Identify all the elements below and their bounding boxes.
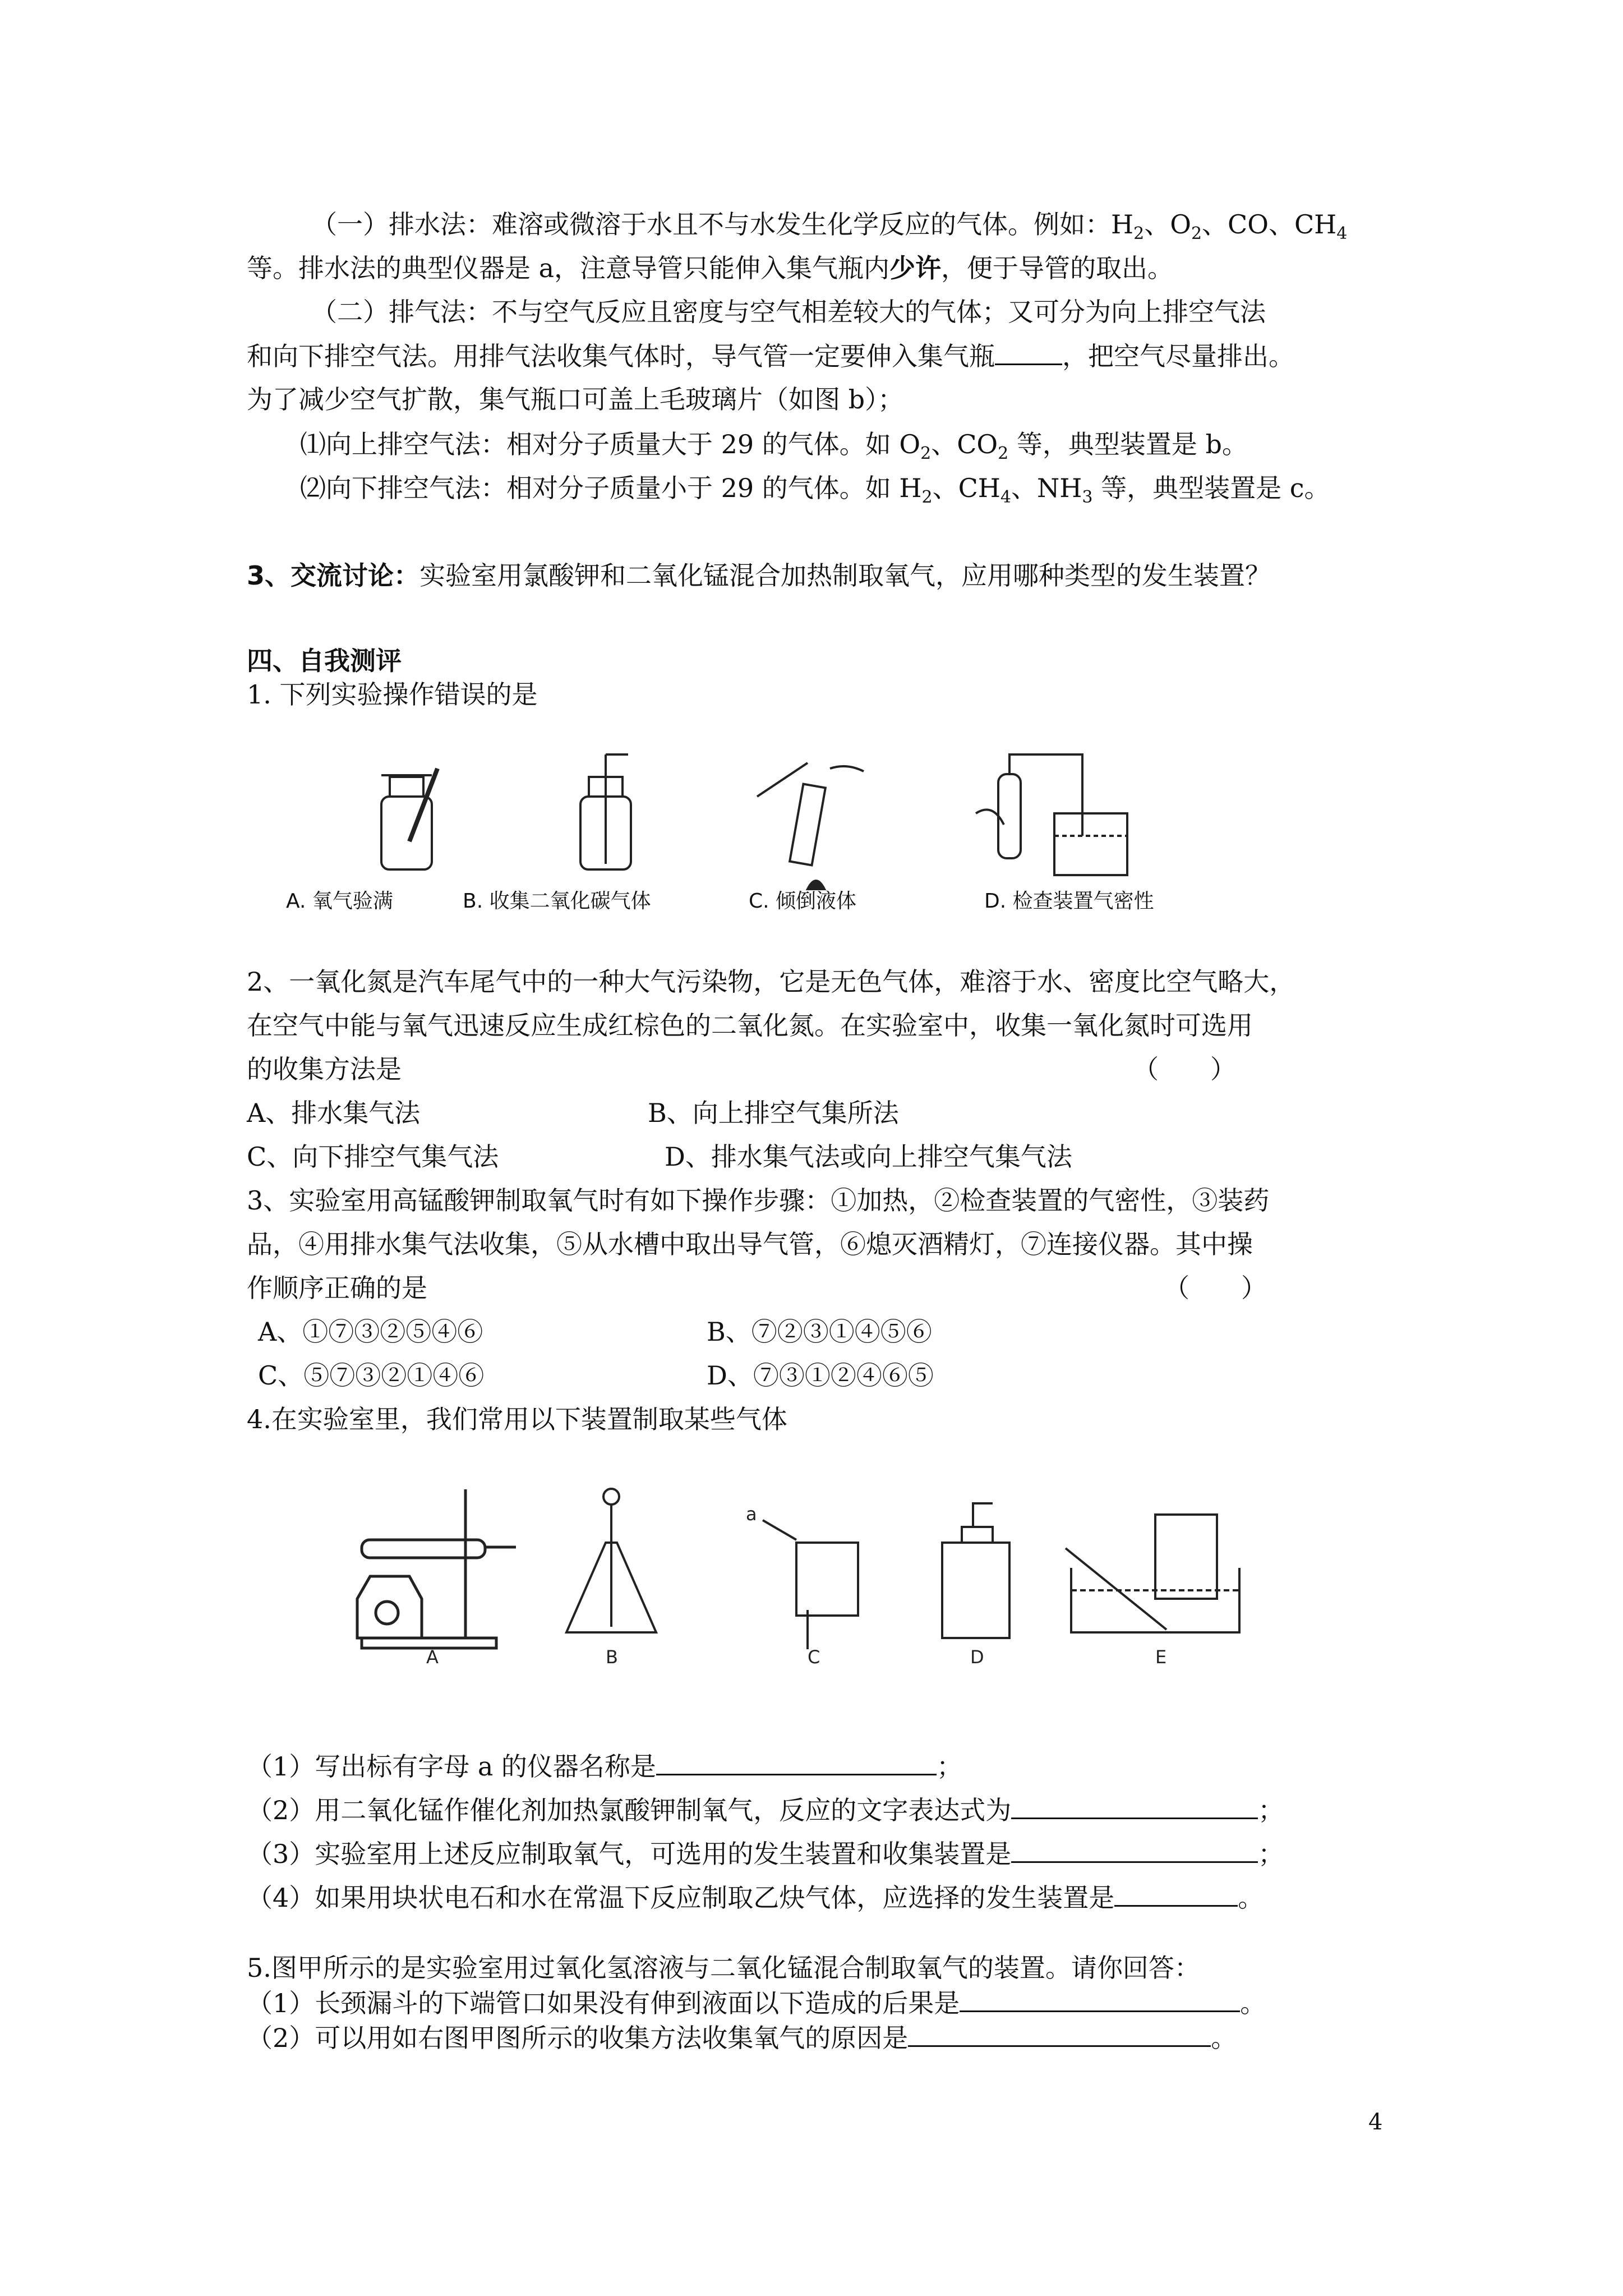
blank-q4-4[interactable]	[1114, 1880, 1238, 1907]
apparatus-label-a: A	[426, 1646, 439, 1666]
q5-sub-2: （2）可以用如右图甲图所示的收集方法收集氧气的原因是 。	[247, 2021, 1237, 2055]
q5-sub-1: （1）长颈漏斗的下端管口如果没有伸到液面以下造成的后果是 。	[247, 1986, 1266, 2020]
q3-option-b[interactable]: B、⑦②③①④⑤⑥	[707, 1317, 932, 1347]
page-number: 4	[1368, 2109, 1383, 2135]
q4-sub-3: （3）实验室用上述反应制取氧气，可选用的发生装置和收集装置是 ；	[247, 1837, 1284, 1871]
q3-answer-paren[interactable]: （ ）	[1164, 1273, 1267, 1303]
blank-q4-2[interactable]	[1011, 1793, 1258, 1819]
bold-shaoxu: 少许	[889, 253, 942, 283]
q2-line-3: 的收集方法是	[247, 1054, 402, 1084]
q3-line-1: 3、实验室用高锰酸钾制取氧气时有如下操作步骤：①加热，②检查装置的气密性，③装药	[247, 1185, 1270, 1216]
q2-line-1: 2、一氧化氮是汽车尾气中的一种大气污染物，它是无色气体，难溶于水、密度比空气略大，	[247, 967, 1295, 997]
q2-option-d[interactable]: D、排水集气法或向上排空气集气法	[665, 1142, 1072, 1172]
q2-option-c[interactable]: C、向下排空气集气法	[247, 1142, 499, 1172]
blank-q4-1[interactable]	[656, 1749, 937, 1775]
air-method-line-1: （二）排气法：不与空气反应且密度与空气相差较大的气体；又可分为向上排空气法	[311, 297, 1266, 327]
discussion: 3、交流讨论：实验室用氯酸钾和二氧化锰混合加热制取氧气，应用哪种类型的发生装置？	[247, 560, 1271, 591]
water-method-line-1: （一）排水法：难溶或微溶于水且不与水发生化学反应的气体。例如：$H_2$、$O_2$、CO、$CH_4$	[311, 209, 1348, 244]
q4-sub-1: （1）写出标有字母 a 的仪器名称是 ；	[247, 1749, 962, 1783]
q1-caption-b: B. 收集二氧化碳气体	[463, 890, 651, 913]
q3-option-d[interactable]: D、⑦③①②④⑥⑤	[707, 1360, 934, 1391]
water-method-line-2: 等。排水法的典型仪器是 a，注意导管只能伸入集气瓶内少许，便于导管的取出。	[247, 253, 1174, 283]
upward-air-method: ⑴向上排空气法：相对分子质量大于 29 的气体。如 $O_2$、$CO_2$ 等，典型装置是 b。	[300, 429, 1248, 464]
q4-apparatus-figure	[314, 1481, 1267, 1666]
downward-air-method: ⑵向下排空气法：相对分子质量小于 29 的气体。如 $H_2$、$CH_4$、$NH_3$ 等，典型装置是 c。	[300, 473, 1330, 508]
q2-answer-paren[interactable]: （ ）	[1133, 1054, 1236, 1084]
q1-caption-a: A. 氧气验满	[286, 890, 393, 913]
q1-figure	[269, 752, 1211, 920]
apparatus-label-c: C	[808, 1646, 820, 1666]
q1-caption-d: D. 检查装置气密性	[984, 890, 1154, 913]
q3-line-3: 作顺序正确的是	[247, 1273, 427, 1303]
q4-sub-2: （2）用二氧化锰作催化剂加热氯酸钾制氧气，反应的文字表达式为 ；	[247, 1793, 1284, 1827]
blank-q4-3[interactable]	[1011, 1837, 1258, 1863]
apparatus-label-e: E	[1155, 1646, 1167, 1666]
q4-text: 4.在实验室里，我们常用以下装置制取某些气体	[247, 1404, 787, 1434]
q2-option-b[interactable]: B、向上排空气集所法	[648, 1098, 899, 1128]
q2-option-a[interactable]: A、排水集气法	[247, 1098, 421, 1128]
q3-option-c[interactable]: C、⑤⑦③②①④⑥	[258, 1360, 485, 1391]
q3-option-a[interactable]: A、①⑦③②⑤④⑥	[258, 1317, 483, 1347]
discussion-label: 3、交流讨论：	[247, 560, 420, 591]
self-test-heading: 四、自我测评	[247, 646, 402, 676]
q5-text: 5.图甲所示的是实验室用过氧化氢溶液与二氧化锰混合制取氧气的装置。请你回答：	[247, 1953, 1200, 1983]
blank-q5-2[interactable]	[908, 2021, 1211, 2047]
blank-q5-1[interactable]	[960, 1986, 1240, 2012]
q2-line-2: 在空气中能与氧气迅速反应生成红棕色的二氧化氮。在实验室中，收集一氧化氮时可选用	[247, 1010, 1253, 1041]
fill-blank[interactable]	[995, 339, 1062, 365]
q1-caption-c: C. 倾倒液体	[749, 890, 857, 913]
apparatus-label-d: D	[970, 1646, 984, 1666]
air-method-line-2: 和向下排空气法。用排气法收集气体时，导气管一定要伸入集气瓶 ，把空气尽量排出。	[247, 339, 1294, 373]
q1-text: 1. 下列实验操作错误的是	[247, 679, 538, 710]
air-method-line-3: 为了减少空气扩散，集气瓶口可盖上毛玻璃片（如图 b）；	[247, 384, 904, 415]
apparatus-mark-a: a	[746, 1503, 757, 1525]
q3-line-2: 品，④用排水集气法收集，⑤从水槽中取出导气管，⑥熄灭酒精灯，⑦连接仪器。其中操	[247, 1229, 1253, 1259]
q4-sub-4: （4）如果用块状电石和水在常温下反应制取乙炔气体，应选择的发生装置是 。	[247, 1880, 1264, 1915]
apparatus-label-b: B	[606, 1646, 618, 1666]
